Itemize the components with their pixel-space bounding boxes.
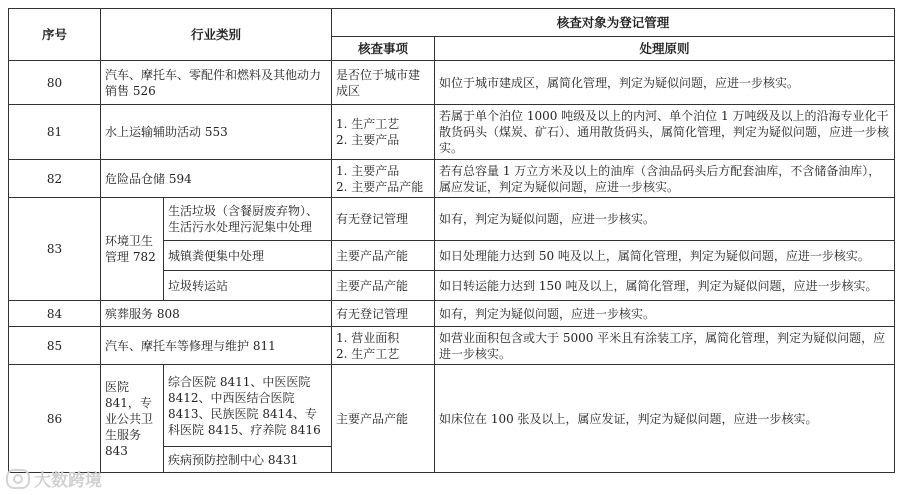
row-number: 80 <box>9 61 101 105</box>
row-number: 82 <box>9 160 101 198</box>
check-item-line: 1. 主要产品 <box>336 163 400 178</box>
check-item-cell: 主要产品产能 <box>332 365 435 473</box>
check-item-line: 1. 营业面积 <box>336 330 400 345</box>
check-item-line: 2. 主要产品产能 <box>336 179 424 194</box>
table-row <box>9 327 895 365</box>
row-number: 86 <box>9 365 101 473</box>
principle-cell: 如床位在 100 张及以上，属应发证，判定为疑似问题，应进一步核实。 <box>435 365 895 473</box>
check-item-cell: 主要产品产能 <box>332 241 435 271</box>
check-item-cell: 主要产品产能 <box>332 271 435 301</box>
registration-table <box>8 8 895 473</box>
industry-cell: 汽车、摩托车、零配件和燃料及其他动力销售 526 <box>101 61 332 105</box>
table-row <box>9 160 895 198</box>
sub-industry-cell: 城镇粪便集中处理 <box>164 241 332 271</box>
sub-industry-cell: 综合医院 8411、中医医院 8412、中西医结合医院 8413、民族医院 8414、专科医院 8415、疗养院 8416 <box>164 365 332 447</box>
sub-industry-cell: 疾病预防控制中心 8431 <box>164 447 332 473</box>
watermark-text: 大数跨境 <box>34 471 102 491</box>
watermark-logo-icon <box>6 469 30 489</box>
industry-cell: 汽车、摩托车等修理与维护 811 <box>101 327 332 365</box>
header-seq: 序号 <box>9 9 101 61</box>
check-item-cell <box>332 105 435 160</box>
table-row <box>9 105 895 160</box>
sub-industry-cell: 生活垃圾（含餐厨废弃物）、生活污水处理污泥集中处理 <box>164 198 332 241</box>
check-item-cell: 是否位于城市建成区 <box>332 61 435 105</box>
industry-cell: 危险品仓储 594 <box>101 160 332 198</box>
sub-industry-cell: 垃圾转运站 <box>164 271 332 301</box>
principle-cell: 如有，判定为疑似问题，应进一步核实。 <box>435 301 895 327</box>
industry-cell: 环境卫生管理 782 <box>101 198 164 301</box>
check-item-cell: 有无登记管理 <box>332 198 435 241</box>
check-item-cell: 有无登记管理 <box>332 301 435 327</box>
check-item-cell <box>332 160 435 198</box>
principle-cell: 如有，判定为疑似问题，应进一步核实。 <box>435 198 895 241</box>
check-item-line: 1. 生产工艺 <box>336 117 400 131</box>
table-row <box>9 301 895 327</box>
principle-cell: 如日转运能力达到 150 吨及以上，属简化管理，判定为疑似问题，应进一步核实。 <box>435 271 895 301</box>
principle-cell: 如位于城市建成区，属简化管理，判定为疑似问题，应进一步核实。 <box>435 61 895 105</box>
table-row <box>9 61 895 105</box>
check-item-line: 2. 主要产品 <box>336 133 400 147</box>
industry-cell: 水上运输辅助活动 553 <box>101 105 332 160</box>
header-target: 核查对象为登记管理 <box>332 9 895 37</box>
row-number: 83 <box>9 198 101 301</box>
principle-cell: 如营业面积包含或大于 5000 平米且有涂装工序，属简化管理，判定为疑似问题，应进一步核实。 <box>435 327 895 365</box>
industry-cell: 医院 841，专业公共卫生服务 843 <box>101 365 164 473</box>
industry-cell: 殡葬服务 808 <box>101 301 332 327</box>
check-item-line: 2. 生产工艺 <box>336 346 400 361</box>
row-number: 85 <box>9 327 101 365</box>
principle-cell: 若有总容量 1 万立方米及以上的油库（含油品码头后方配套油库，不含储备油库），属应发证，判定为疑似问题，应进一步核实。 <box>435 160 895 198</box>
header-industry: 行业类别 <box>101 9 332 61</box>
header-item: 核查事项 <box>332 37 435 61</box>
table-row <box>9 365 895 447</box>
principle-cell: 若属于单个泊位 1000 吨级及以上的内河、单个泊位 1 万吨级及以上的沿海专业化干散货码头（煤炭、矿石）、通用散货码头，属简化管理，判定为疑似问题，应进一步核实。 <box>435 105 895 160</box>
row-number: 84 <box>9 301 101 327</box>
header-principle: 处理原则 <box>435 37 895 61</box>
principle-cell: 如日处理能力达到 50 吨及以上，属简化管理，判定为疑似问题，应进一步核实。 <box>435 241 895 271</box>
check-item-cell <box>332 327 435 365</box>
row-number: 81 <box>9 105 101 160</box>
table-row <box>9 198 895 241</box>
watermark <box>6 466 102 491</box>
